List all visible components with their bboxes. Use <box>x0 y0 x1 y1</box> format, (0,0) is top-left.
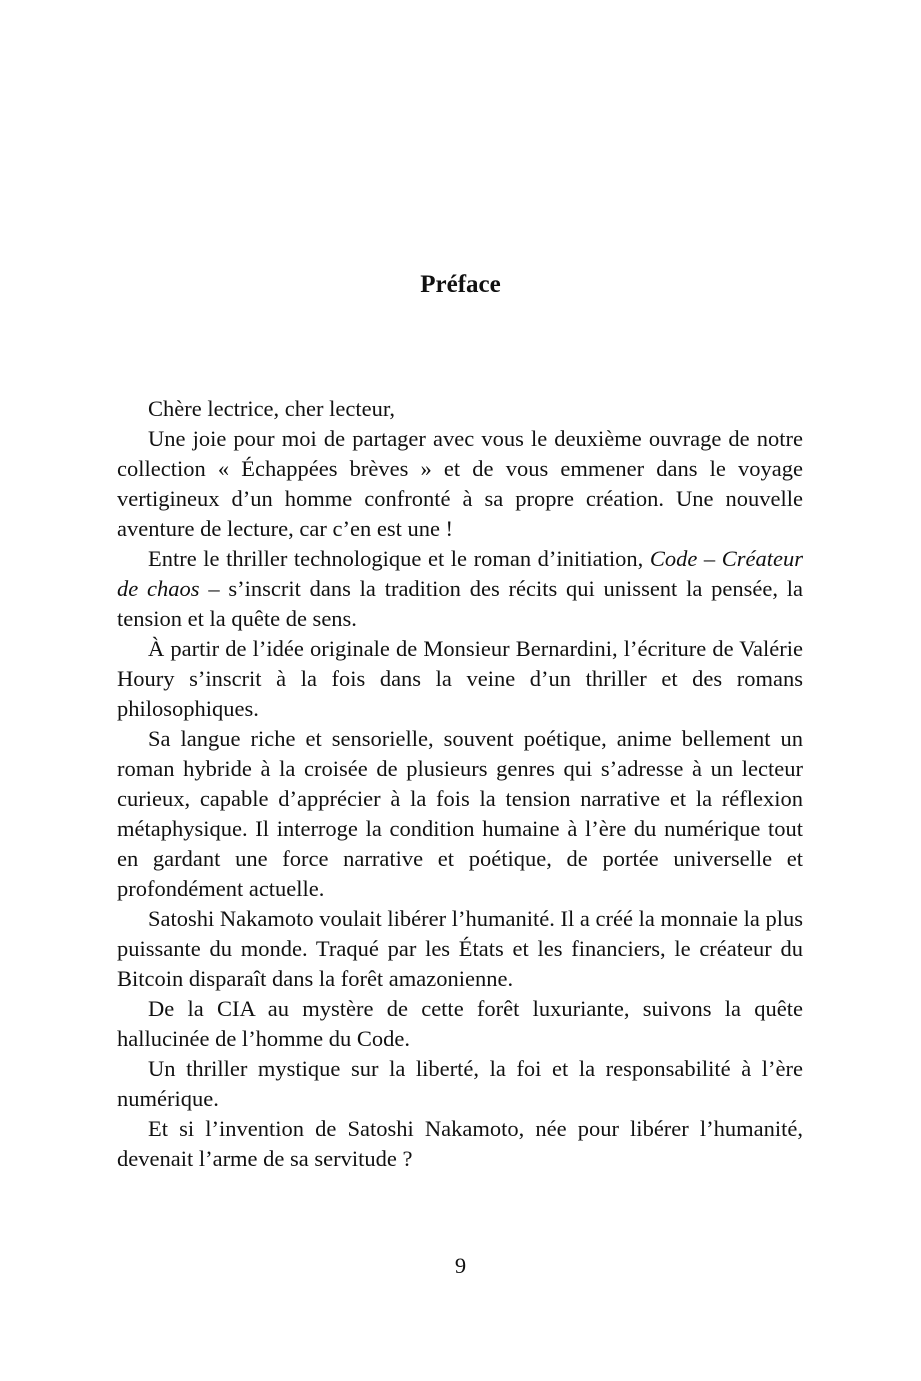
paragraph-7: Un thriller mystique sur la liberté, la foi et la responsabilité à l’ère numérique. <box>117 1056 803 1111</box>
salutation-paragraph: Chère lectrice, cher lecteur, <box>148 396 396 421</box>
paragraph-2 <box>117 544 803 634</box>
paragraph-3: À partir de l’idée originale de Monsieur Bernardini, l’écriture de Valérie Houry s’inscrit à la fois dans la veine d’un thriller et des romans philosophiques. <box>117 636 803 721</box>
book-title-italic: Code – Créateur de chaos <box>117 546 803 601</box>
paragraph-6: De la CIA au mystère de cette forêt luxuriante, suivons la quête hallucinée de l’homme du Code. <box>117 996 803 1051</box>
paragraph-5: Satoshi Nakamoto voulait libérer l’humanité. Il a créé la monnaie la plus puissante du monde. Traqué par les États et les financiers, le créateur du Bitcoin disparaît dans la forêt amazonienne. <box>117 906 803 991</box>
chapter-title: Préface <box>420 271 501 298</box>
preface-body <box>117 394 803 1174</box>
paragraph-4: Sa langue riche et sensorielle, souvent poétique, anime bellement un roman hybride à la croisée de plusieurs genres qui s’adresse à un lecteur curieux, capable d’apprécier à la fois la tension narrative et la réflexion métaphysique. Il interroge la condition humaine à l’ère du numérique tout en gardant une force narrative et poétique, de portée universelle et profondément actuelle. <box>117 726 803 901</box>
paragraph-2-start: Entre le thriller technologique et le roman d’initiation, <box>148 546 650 571</box>
paragraph-2-end: – s’inscrit dans la tradition des récits qui unissent la pensée, la tension et la quête de sens. <box>117 576 803 631</box>
paragraph-8: Et si l’invention de Satoshi Nakamoto, née pour libérer l’humanité, devenait l’arme de sa servitude ? <box>117 1116 803 1171</box>
paragraph-1: Une joie pour moi de partager avec vous le deuxième ouvrage de notre collection « Échappées brèves » et de vous emmener dans le voyage vertigineux d’un homme confronté à sa propre création. Une nouvelle aventure de lecture, car c’en est une ! <box>117 426 803 541</box>
page-number: 9 <box>454 1253 467 1278</box>
